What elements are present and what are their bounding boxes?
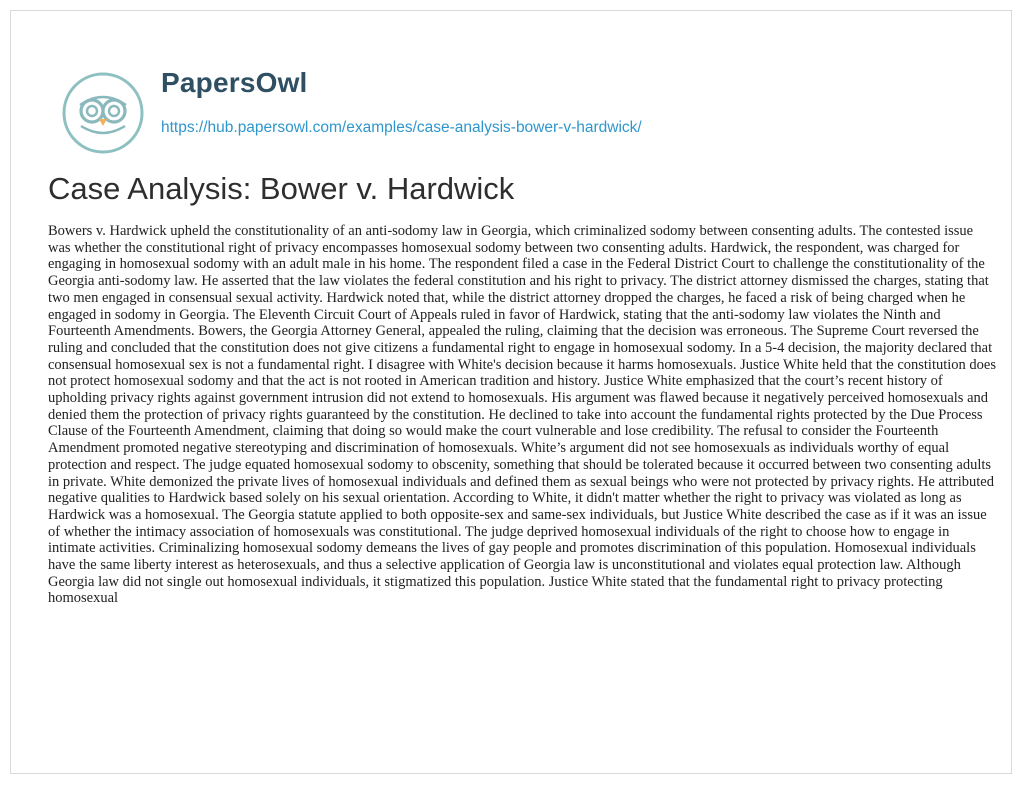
owl-logo-icon [59,69,147,157]
document-title: Case Analysis: Bower v. Hardwick [48,171,515,206]
document-body-text: Bowers v. Hardwick upheld the constitutionality of an anti-sodomy law in Georgia, which criminalized sodomy between consenting adults. The contested issue was whether the constitutional right of privacy encompasses homosexual sodomy between two consenting adults. Hardwick, the respondent, was charged for engaging in homosexual sodomy with an adult male in his home. The respondent filed a case in the Federal District Court to challenge the constitutionality of the Georgia anti-sodomy law. He asserted that the law violates the federal constitution and his right to privacy. The district attorney dismissed the charges, stating that two men engaged in consensual sexual activity. Hardwick noted that, while the district attorney dropped the charges, he faced a risk of being charged when he engaged in sodomy in Georgia. The Eleventh Circuit Court of Appeals ruled in favor of Hardwick, stating that the anti-sodomy law violates the Ninth and Fourteenth Amendments. Bowers, the Georgia Attorney General, appealed the ruling, claiming that the decision was erroneous. The Supreme Court reversed the ruling and concluded that the constitution does not give citizens a fundamental right to engage in homosexual sodomy. In a 5-4 decision, the majority declared that consensual homosexual sex is not a fundamental right. I disagree with White's decision because it harms homosexuals. Justice White held that the constitution does not protect homosexual sodomy and that the act is not rooted in American tradition and history. Justice White emphasized that the court’s recent history of upholding privacy rights against government intrusion did not extend to homosexuals. His argument was flawed because it negatively perceived homosexuals and denied them the protection of privacy rights guaranteed by the constitution. He declined to take into account the fundamental rights protected by the Due Process Clause of the Fourteenth Amendment, claiming that doing so would make the court vulnerable and lose credibility. The refusal to consider the Fourteenth Amendment promoted negative stereotyping and discrimination of homosexuals. White’s argument did not see homosexuals as individuals worthy of equal protection and respect. The judge equated homosexual sodomy to obscenity, something that should be tolerated because it occurred between two consenting adults in private. White demonized the private lives of homosexual individuals and defined them as sexual beings who were not protected by privacy rights. He attributed negative qualities to Hardwick based solely on his sexual orientation. According to White, it didn't matter whether the right to privacy was violated as long as Hardwick was a homosexual. The Georgia statute applied to both opposite-sex and same-sex individuals, but Justice White described the case as if it was an issue of whether the intimacy association of homosexuals was constitutional. The judge deprived homosexual individuals of the right to choose how to engage in intimate activities. Criminalizing homosexual sodomy demeans the lives of gay people and promotes discrimination of this population. Homosexual individuals have the same liberty interest as heterosexuals, and thus a selective application of Georgia law is unconstitutional and violates equal protection law. Although Georgia law did not single out homosexual individuals, it stigmatized this population. Justice White stated that the fundamental right to privacy protecting homosexual [48,223,996,607]
source-url-link[interactable]: https://hub.papersowl.com/examples/case-analysis-bower-v-hardwick/ [161,119,642,136]
brand-name[interactable]: PapersOwl [161,67,308,98]
document-page [10,10,1012,774]
page-header [49,51,949,171]
